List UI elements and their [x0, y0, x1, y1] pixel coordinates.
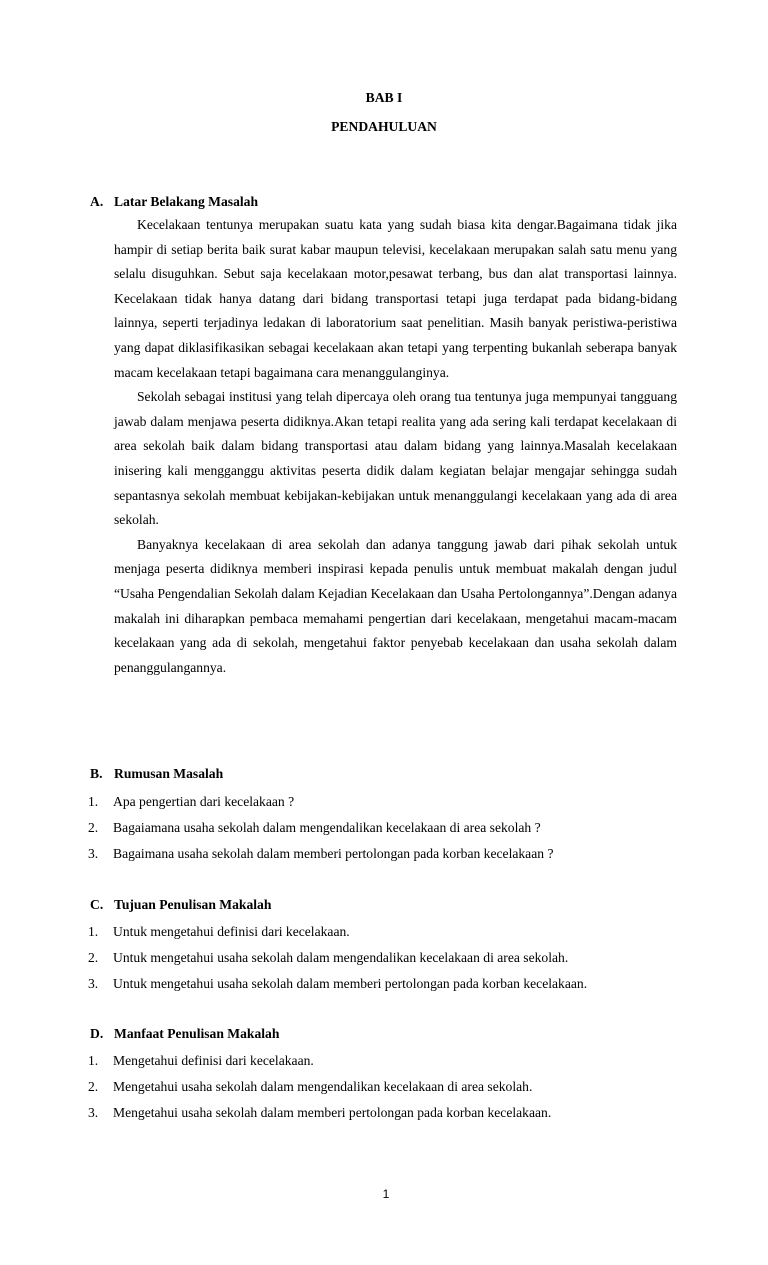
section-letter: B.	[90, 766, 103, 781]
section-heading-a	[90, 194, 258, 210]
chapter-title: PENDAHULUAN	[331, 119, 437, 134]
list-item	[88, 974, 688, 1000]
list-text: Apa pengertian dari kecelakaan ?	[113, 794, 295, 809]
problem-list	[88, 792, 688, 870]
section-heading-b	[90, 766, 223, 782]
paragraph: Banyaknya kecelakaan di area sekolah dan adanya tanggung jawab dari pihak sekolah untuk menjaga peserta didiknya memberi inspirasi kepada penulis untuk membuat makalah dengan judul “Usaha Pengendalian Sekolah dalam Kejadian Kecelakaan dan Usaha Pertolongannya”.Dengan adanya makalah ini diharapkan pembaca memahami pengertian dari kecelakaan, mengetahui macam-macam kecelakaan yang ada di sekolah, mengetahui faktor penyebab kecelakaan dan usaha sekolah dalam penanggulangannya.	[114, 536, 677, 675]
section-title: Tujuan Penulisan Makalah	[114, 897, 272, 912]
section-heading-d	[90, 1026, 279, 1042]
section-heading-c	[90, 897, 271, 913]
list-item	[88, 818, 688, 844]
list-number: 3.	[88, 846, 99, 861]
list-item	[88, 922, 688, 948]
benefit-list	[88, 1051, 688, 1129]
list-item	[88, 948, 688, 974]
list-number: 3.	[88, 1105, 99, 1120]
objective-list	[88, 922, 688, 1000]
list-text: Untuk mengetahui usaha sekolah dalam mengendalikan kecelakaan di area sekolah.	[113, 950, 569, 965]
page-number: 1	[382, 1187, 390, 1201]
list-text: Bagaiamana usaha sekolah dalam mengendalikan kecelakaan di area sekolah ?	[113, 820, 541, 835]
section-title: Manfaat Penulisan Makalah	[114, 1026, 280, 1041]
list-text: Untuk mengetahui usaha sekolah dalam memberi pertolongan pada korban kecelakaan.	[113, 976, 588, 991]
section-letter: A.	[90, 194, 104, 209]
list-text: Untuk mengetahui definisi dari kecelakaan.	[113, 924, 350, 939]
list-number: 2.	[88, 950, 99, 965]
list-text: Mengetahui definisi dari kecelakaan.	[113, 1053, 314, 1068]
list-number: 3.	[88, 976, 99, 991]
section-a-body	[114, 213, 677, 680]
paragraph: Kecelakaan tentunya merupakan suatu kata yang sudah biasa kita dengar.Bagaimana tidak jika hampir di setiap berita baik surat kabar maupun televisi, kecelakaan merupakan salah satu menu yang selalu disuguhkan. Sebut saja kecelakaan motor,pesawat terbang, bus dan alat transportasi lainnya. Kecelakaan tidak hanya datang dari bidang transportasi tetapi juga terdapat pada bidang-bidang lainnya, seperti terjadinya ledakan di laboratorium saat penelitian. Masih banyak peristiwa-peristiwa yang dapat diklasifikasikan sebagai kecelakaan akan tetapi yang terpenting bukanlah seberapa banyak macam kecelakaan tetapi bagaimana cara menanggulanginya.	[114, 217, 677, 380]
section-letter: D.	[90, 1026, 104, 1041]
list-number: 2.	[88, 1079, 99, 1094]
list-number: 1.	[88, 794, 99, 809]
list-item	[88, 1077, 688, 1103]
list-text: Bagaimana usaha sekolah dalam memberi pertolongan pada korban kecelakaan ?	[113, 846, 554, 861]
section-letter: C.	[90, 897, 104, 912]
list-text: Mengetahui usaha sekolah dalam memberi pertolongan pada korban kecelakaan.	[113, 1105, 552, 1120]
list-text: Mengetahui usaha sekolah dalam mengendalikan kecelakaan di area sekolah.	[113, 1079, 533, 1094]
list-number: 2.	[88, 820, 99, 835]
section-title: Rumusan Masalah	[114, 766, 224, 781]
list-number: 1.	[88, 924, 99, 939]
list-number: 1.	[88, 1053, 99, 1068]
chapter-number: BAB I	[365, 90, 403, 105]
list-item	[88, 844, 688, 870]
list-item	[88, 1103, 688, 1129]
list-item	[88, 1051, 688, 1077]
section-title: Latar Belakang Masalah	[114, 194, 259, 209]
list-item	[88, 792, 688, 818]
paragraph: Sekolah sebagai institusi yang telah dipercaya oleh orang tua tentunya juga mempunyai tangguang jawab dalam menjawa peserta didiknya.Akan tetapi realita yang ada sering kali terdapat kecelakaan di area sekolah baik dalam bidang transportasi atau dalam bidang yang lainnya.Masalah kecelakaan inisering kali mengganggu aktivitas peserta didik dalam kegiatan belajar mengajar sehingga sudah sepantasnya sekolah membuat kebijakan-kebijakan untuk menanggulangi kecelakaan yang ada di area sekolah.	[114, 389, 677, 528]
